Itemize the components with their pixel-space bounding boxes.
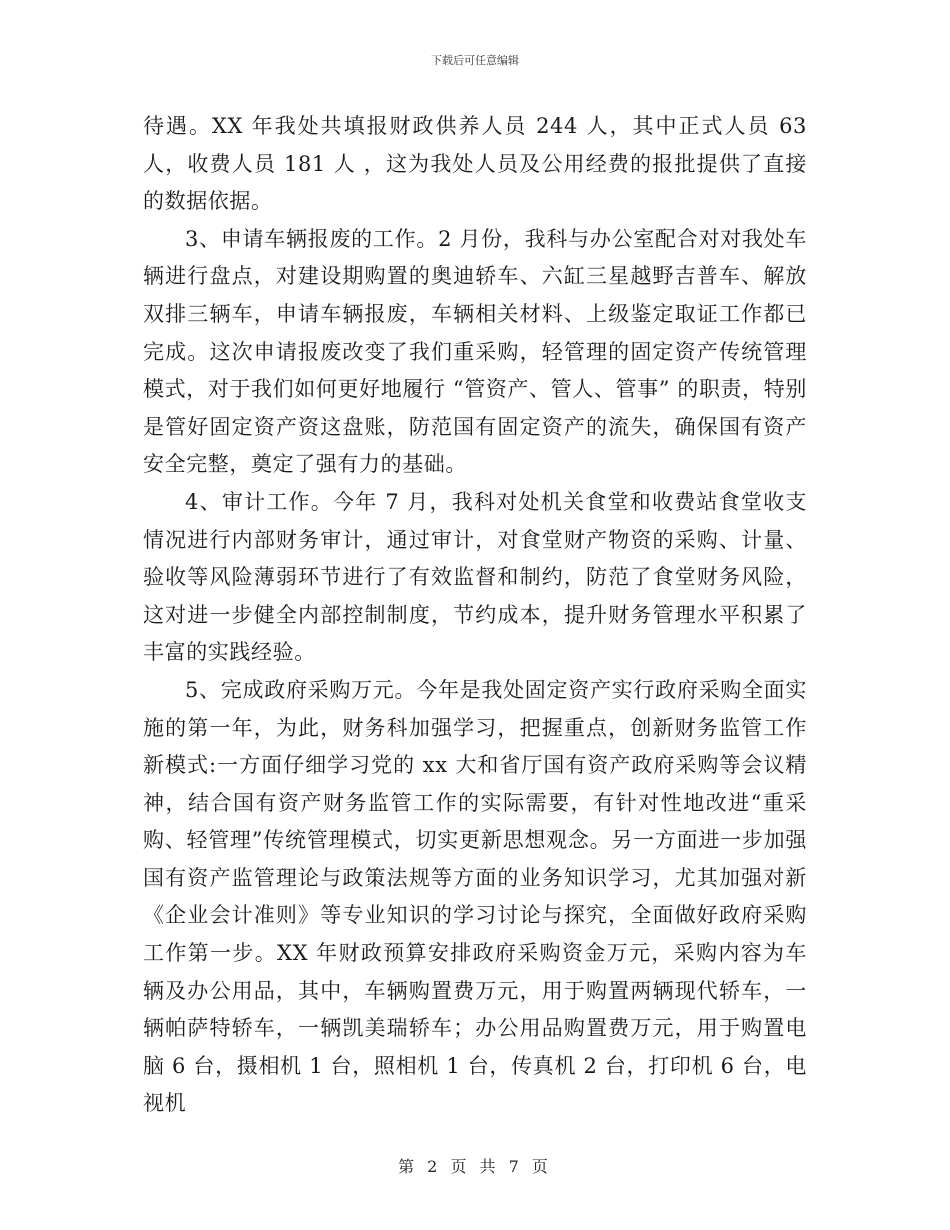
paragraph-continuation: 待遇。XX 年我处共填报财政供养人员 244 人，其中正式人员 63 人，收费人员 181 人 ，这为我处人员及公用经费的报批提供了直接的数据依据。	[143, 114, 807, 214]
page-header-note: 下载后可任意编辑	[431, 54, 519, 67]
paragraph-audit: 4、审计工作。今年 7 月，我科对处机关食堂和收费站食堂收支情况进行内部财务审计，通过审计，对食堂财产物资的采购、计量、验收等风险薄弱环节进行了有效监督和制约，防范了食堂财务风险，这对进一步健全内部控制制度，节约成本，提升财务管理水平积累了丰富的实践经验。	[143, 489, 807, 665]
paragraph-government-procurement: 5、完成政府采购万元。今年是我处固定资产实行政府采购全面实施的第一年，为此，财务科加强学习，把握重点，创新财务监管工作新模式:一方面仔细学习党的 xx 大和省厅国有资产政府采购等会议精神，结合国有资产财务监管工作的实际需要，有针对性地改进“重采购、轻管理”传统管理模式，切实更新思想观念。另一方面进一步加强国有资产监管理论与政策法规等方面的业务知识学习，尤其加强对新《企业会计准则》等专业知识的学习讨论与探究，全面做好政府采购工作第一步。XX 年财政预算安排政府采购资金万元，采购内容为车辆及办公用品，其中，车辆购置费万元，用于购置两辆现代轿车，一辆帕萨特轿车，一辆凯美瑞轿车；办公用品购置费万元，用于购置电脑 6 台，摄相机 1 台，照相机 1 台，传真机 2 台，打印机 6 台，电视机	[143, 677, 807, 1116]
page-number: 第 2 页 共 7 页	[398, 1157, 552, 1176]
document-body	[143, 108, 807, 1123]
paragraph-vehicle-scrapping: 3、申请车辆报废的工作。2 月份，我科与办公室配合对对我处车辆进行盘点，对建设期购置的奥迪轿车、六缸三星越野吉普车、解放双排三辆车，申请车辆报废，车辆相关材料、上级鉴定取证工作都已完成。这次申请报废改变了我们重采购，轻管理的固定资产传统管理模式，对于我们如何更好地履行 “管资产、管人、管事” 的职责，特别是管好固定资产资这盘账，防范国有固定资产的流失，确保国有资产安全完整，奠定了强有力的基础。	[143, 226, 807, 477]
